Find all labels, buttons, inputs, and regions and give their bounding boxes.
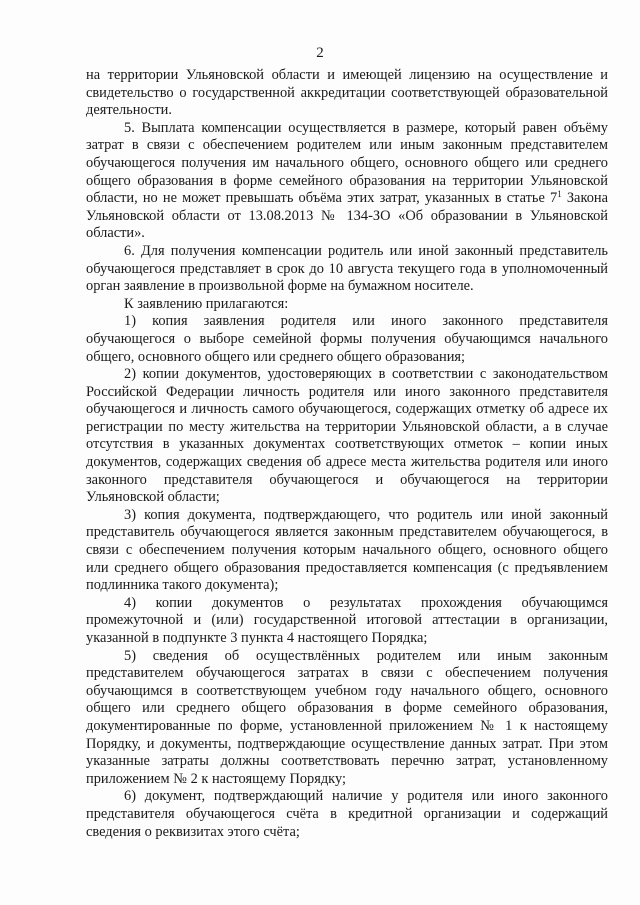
list-item-3: 3) копия документа, подтверждающего, что родитель или иной законный представитель обучающегося является законным представителем обучающегося, в связи с обеспечением получения которым начального общего, основного общего или среднего общего образования предоставляется компенсация (с предъявлением подлинника такого документа); — [86, 506, 608, 594]
paragraph-item-5 — [86, 120, 608, 243]
list-item-6: 6) документ, подтверждающий наличие у родителя или иного законного представителя обучающегося счёта в кредитной организации и содержащий сведения о реквизитах этого счёта; — [86, 788, 608, 840]
list-item-4: 4) копии документов о результатах прохождения обучающимся промежуточной и (или) государственной итоговой аттестации в организации, указанной в подпункте 3 пункта 4 настоящего Порядка; — [86, 594, 608, 646]
paragraph-item-5-tail: Закона Ульяновской области от 13.08.2013 № 134-ЗО «Об образовании в Ульяновской области». — [86, 190, 608, 242]
paragraph-attachments-heading: К заявлению прилагаются: — [124, 295, 289, 312]
article-superscript: 1 — [557, 189, 562, 200]
document-body — [86, 67, 608, 841]
paragraph-item-6: 6. Для получения компенсации родитель или иной законный представитель обучающегося представляет в срок до 10 августа текущего года в уполномоченный орган заявление в произвольной форме на бумажном носителе. — [86, 242, 608, 295]
list-item-1: 1) копия заявления родителя или иного законного представителя обучающегося о выборе семейной формы получения обучающимся начального общего, основного общего или среднего общего образования; — [86, 313, 608, 365]
list-item-2: 2) копии документов, удостоверяющих в соответствии с законодательством Российской Федерации личность родителя или иного законного представителя обучающегося и личность самого обучающегося, содержащих отметку об адресе их регистрации по месту жительства на территории Ульяновской области, а в случае отсутствия в указанных документах соответствующих отметок – копии иных документов, содержащих сведения об адресе места жительства родителя или иного законного представителя обучающегося и обучающегося на территории Ульяновской области; — [86, 366, 608, 506]
page-number: 2 — [316, 45, 324, 61]
list-item-5: 5) сведения об осуществлённых родителем или иным законным представителем обучающегося затратах в связи с обеспечением получения обучающимся в соответствующем учебном году начального общего, основного общего или среднего общего образования в форме семейного образования, документированные по форме, установленной приложением № 1 к настоящему Порядку, и документы, подтверждающие осуществление данных затрат. При этом указанные затраты должны соответствовать перечню затрат, установленному приложением № 2 к настоящему Порядку; — [86, 647, 608, 787]
paragraph-item-5-text: 5. Выплата компенсации осуществляется в размере, который равен объёму затрат в связи с обеспечением родителем или иным законным представителем обучающегося получения им начального общего, основного общего или среднего общего образования в форме семейного образования на территории Ульяновской области, но не может превышать объёма этих затрат, указанных в статье 7 — [86, 119, 608, 207]
paragraph-continuation: на территории Ульяновской области и имеющей лицензию на осуществление и свидетельство о государственной аккредитации соответствующей образовательной деятельности. — [86, 67, 608, 119]
